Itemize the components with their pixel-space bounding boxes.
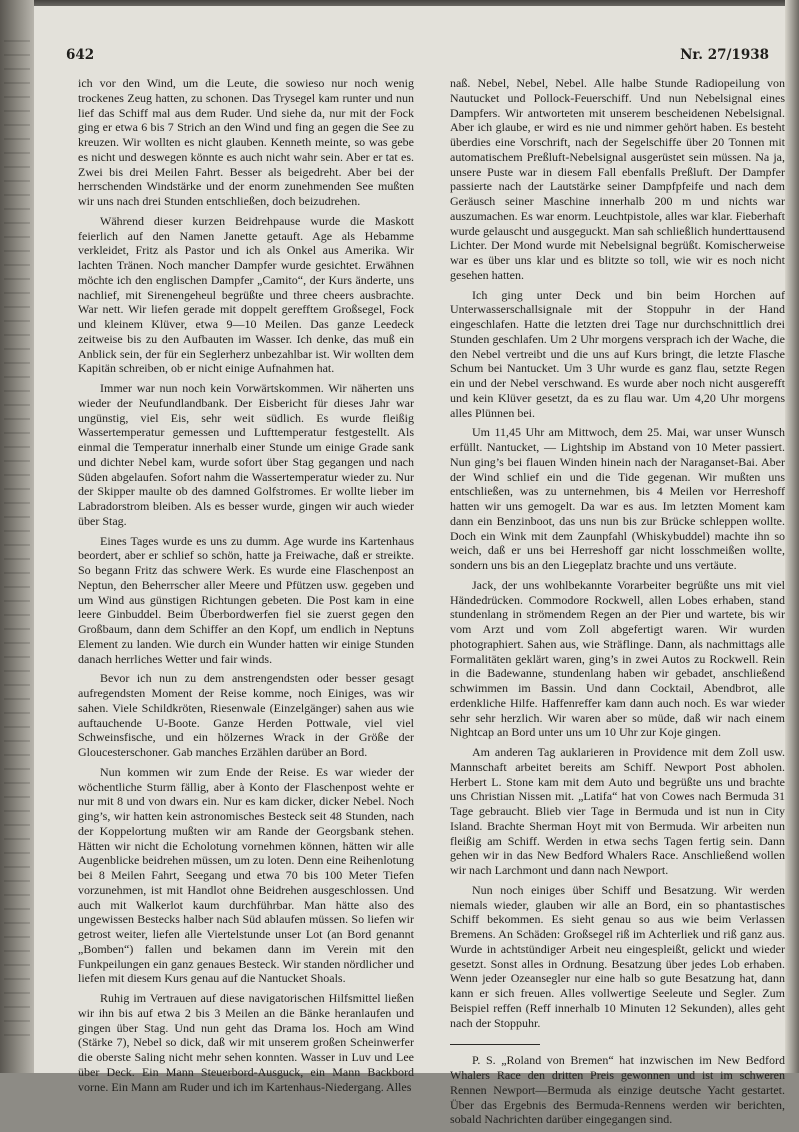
- previous-page-text-fringe: [4, 40, 30, 1040]
- paragraph: Jack, der uns wohlbekannte Vorarbeiter begrüßte uns mit viel Händedrücken. Commodore Rockwell, allen Lobes erhaben, stand stundenlang in strömendem Regen an der Pier und wartete, bis wir vom Arzt und vom Zoll abgefertigt waren. Wir wurden photographiert. Sahen aus, wie Sträflinge. Dann, als nachmittags alle Formalitäten geklärt waren, ging’s in zwei Autos zu Rockwell. Rein in die Badewanne, stundenlang haben wir gebadet, anschließend schwimmen im Bassin. Und dann Cocktail, Abendbrot, alle erdenkliche Hilfe. Haffenreffer kam dann auch noch. Es war wieder sehr sehr herzlich. Wir waren aber so müde, daß wir nach einem Nightcap an Bord unter uns um 10 Uhr zur Koje gingen.: [450, 577, 785, 740]
- paragraph: Eines Tages wurde es uns zu dumm. Age wurde ins Kartenhaus beordert, aber er schlief so schön, hatte ja Freiwache, daß er streikte. So begann Fritz das schwere Werk. Es wurde eine Flaschenpost an Neptun, den Beherrscher aller Meere und Pfützen usw. gegeben und um Wind aus günstigen Richtungen gebeten. Die Post kam in eine leere Ginbuddel. Beim Überbordwerfen fiel sie zuerst gegen den Großbaum, dann dem Schiffer an den Kopf, um endlich in Neptuns Element zu landen. Wie durch ein Wunder hatten wir einige Stunden danach herrliches Wetter und fair winds.: [78, 533, 414, 666]
- paragraph: Ich ging unter Deck und bin beim Horchen auf Unterwasserschallsignale mit der Stoppuhr in der Hand eingeschlafen. Hatte die letzten drei Tage nur durchschnittlich drei Stunden geschlafen. Um 2 Uhr morgens versprach ich der Wache, die den Nebel vertreibt und die uns auf Kurs bringt, die letzte Flasche Schum bei Nantucket. Um 3 Uhr wurde es ganz flau, setzte Regen ein und der Nebel verschwand. Es wurde aber noch nicht ausgerefft und kein Klüver gesetzt, da es zu flau war. Um 4,20 Uhr morgens alles Plünnen bei.: [450, 287, 785, 420]
- paragraph: Ruhig im Vertrauen auf diese navigatorischen Hilfsmittel ließen wir ihn bis auf etwa 2 bis 3 Meilen an die Bänke heranlaufen und gingen über Stag. Und nun geht das Drama los. Hoch am Wind (Stärke 7), Nebel so dick, daß wir mit unserem großen Scheinwerfer die oberste Saling nicht mehr sehen konnten. Wasser in Luv und Lee über Deck. Ein Mann Steuerbord-Ausguck, ein Mann Backbord vorne. Ein Mann am Ruder und ich im Kartenhaus-Niedergang. Alles: [78, 991, 414, 1094]
- issue-number: Nr. 27/1938: [680, 47, 769, 63]
- right-column: [450, 76, 785, 1132]
- postscript: P. S. „Roland von Bremen“ hat inzwischen im New Bedford Whalers Race den dritten Preis gewonnen und ist im schweren Rennen Newport—Bermuda als einzige deutsche Yacht gestartet. Über das Ergebnis des Bermuda-Rennens werden wir berichten, sobald Nachrichten darüber eingegangen sind.: [450, 1053, 785, 1127]
- paragraph: Am anderen Tag auklarieren in Providence mit dem Zoll usw. Mannschaft arbeitet bereits am Schiff. Newport Post abholen. Herbert L. Stone kam mit dem Auto und begrüßte uns und brachte uns Christian Nissen mit. „Latifa“ hat von Cowes nach Bermuda 31 Tage gebraucht. Blieb vier Tage in Bermuda und ist nun in City Island. Brachte Sherman Hoyt mit von Bermuda. Wir arbeiten nun fleißig am Schiff. Werden in etwa sechs Tagen fertig sein. Dann gehen wir in das New Bedford Whalers Race. Anschließend wollen wir nach Larchmont und dann nach Newport.: [450, 745, 785, 877]
- paragraph: Während dieser kurzen Beidrehpause wurde die Maskott feierlich auf den Namen Janette getauft. Age als Hebamme verkleidet, Fritz als Pastor und ich als Onkel aus Amerika. Wir lachten Tränen. Noch mancher Dampfer wurde gesichtet. Erwähnen möchte ich den englischen Dampfer „Camito“, der Kurs änderte, uns nachlief, mit Sirenengeheul begrüßte und three cheers ausbrachte. War nett. Wir liefen gerade mit doppelt gerefftem Großsegel, Fock und kleinem Klüver, etwa 9—10 Meilen. Das ganze Leedeck zeitweise bis zu den Aufbauten im Wasser. Ich denke, das muß ein Anblick sein, der für ein Seglerherz unbezahlbar ist. Wir wollten dem Kapitän schreiben, ob er nicht einige Aufnahmen hat.: [78, 213, 414, 376]
- paragraph: Nun kommen wir zum Ende der Reise. Es war wieder der wöchentliche Sturm fällig, aber à Konto der Flaschenpost wehte er nur mit 8 und von dwars ein. Nur es kam dicker, dicker Nebel. Noch ging’s, wir hatten kein astronomisches Besteck seit 48 Stunden, nach der Koppelortung mußten wir am Rande der Georgsbank stehen. Hätten wir nicht die Echolotung vornehmen können, hätten wir alle Augenblicke beidrehen müssen, um zu loten. Denn eine Reihenlotung bei 8 Meilen Fahrt, Seegang und etwa 70 bis 100 Meter Tiefen vorzunehmen, ist mit Handlot ohne Beidrehen ausgeschlossen. Und auch mit Walkerlot kaum durchführbar. Man hätte also des ungewissen Bestecks halber nach Süd ablaufen müssen. So liefen wir getrost weiter, liefen alle Viertelstunde unser Lot (an Bord genannt „Bomben“) fallen und bekamen dann im Verein mit den Funkpeilungen ein ganz genaues Besteck. Wir standen nördlicher und liefen mit diesem Kurs genau auf die Nantucket Shoals.: [78, 764, 414, 986]
- paragraph: naß. Nebel, Nebel, Nebel. Alle halbe Stunde Radiopeilung von Nautucket und Pollock-Feuerschiff. Und nun Nebelsignal eines Dampfers. Wir antworteten mit unserem bescheidenen Nebelsignal. Aber ich glaube, er wird es nie und nimmer gehört haben. Es besteht überdies eine Vorschrift, nach der Segelschiffe über 20 Tonnen mit automatischem Preßluft-Nebelsignal ausgerüstet sein müssen. Na ja, unsere Puste war in diesem Fall ebenfalls Preßluft. Der Dampfer passierte nach der Lautstärke seiner Dampfpfeife und nach dem Geräusch seiner Maschine innerhalb 200 m und nichts war auszumachen. Es war enorm. Leuchtpistole, alles war klar. Fieberhaft wurde gelauscht und ausgeguckt. Man sah schließlich hunderttausend Lichter. Der Mond wurde mit Nebelsignal begrüßt. Komischerweise war es über uns klar und es blitzte so toll, wie wir es noch nicht gesehen hatten.: [450, 76, 785, 282]
- paragraph: ich vor den Wind, um die Leute, die sowieso nur noch wenig trockenes Zeug hatten, zu schonen. Das Trysegel kam runter und nun lief das Schiff mal aus dem Ruder. Und siehe da, nur mit der Fock ging er etwa 6 bis 7 Strich an den Wind und fing an gegen die See zu kreuzen. Wir wollten es nicht glauben. Kenneth meinte, so was gebe es nicht und deswegen könnte es auch nicht wahr sein. Aber er tat es. Zwei bis drei Meilen Fahrt. Besser als beigedreht. Aber bei der herrschenden Windstärke und der enorm zunehmenden See mußten wir uns nach drei Stunden entschließen, doch beizudrehen.: [78, 76, 414, 208]
- left-column: [78, 76, 414, 1099]
- paragraph: Um 11,45 Uhr am Mittwoch, dem 25. Mai, war unser Wunsch erfüllt. Nantucket, — Lightship im Abstand von 10 Meter passiert. Nun ging’s bei flauen Winden hinein nach der Naraganset-Bai. Aber der Wind schlief ein und die Tide gegenan. Wir mußten uns entschließen, was zu unternehmen, bis 4 Meilen vor Herreshoff hatten wir uns gemogelt. Da war es aus. Im letzten Moment kam dann ein Benzinboot, das uns nun bis zur Brücke schleppen wollte. Doch ein Wink mit dem Zaunpfahl (Whiskybuddel) machte ihn so weich, daß er uns bei Herreshoff gar nicht losschmeißen wollte, sondern uns bis an den Liegeplatz brachte und uns vertäute.: [450, 425, 785, 572]
- postscript-rule: [450, 1044, 540, 1045]
- page-number: 642: [66, 47, 95, 63]
- page-header: [66, 47, 769, 67]
- paragraph: Immer war nun noch kein Vorwärtskommen. Wir näherten uns wieder der Neufundlandbank. Der Eisbericht für dieses Jahr war ungünstig, viel Eis, sehr weit südlich. Es wurde fleißig Wassertemperatur gemessen und Lufttemperatur festgestellt. Als einmal die Temperatur innerhalb einer Stunde um einige Grade sank und dichter Nebel kam, wurde sofort über Stag gegangen und nach Süden abgelaufen. Sofort nahm die Wassertemperatur wieder zu. Nur der Skipper maulte ob des damned Golfstromes. Er wollte lieber im Labradorstrom bleiben. Als es besser wurde, gingen wir auch wieder über Stag.: [78, 381, 414, 528]
- paragraph: Nun noch einiges über Schiff und Besatzung. Wir werden niemals wieder, glauben wir alle an Bord, ein so phantastisches Schiff bekommen. Es sieht genau so aus wie beim Verlassen Bremens. An Schäden: Großsegel riß im Achterliek und riß ganz aus. Wurde in achtstündiger Arbeit neu eingespleißt, gelickt und wieder gesetzt. Sonst alles in Ordnung. Besatzung über jedes Lob erhaben. Wenn jeder Ozeansegler nur eine halb so gute Besatzung hat, dann kann er sich freuen. Alles vollwertige Seeleute und Segler. Zum Beispiel reffen (Reff innerhalb 10 Minuten 12 Sekunden), alles geht nach der Stoppuhr.: [450, 882, 785, 1030]
- page-right-edge: [785, 0, 799, 1073]
- paragraph: Bevor ich nun zu dem anstrengendsten oder besser gesagt aufregendsten Moment der Reise komme, noch Einiges, was wir sahen. Viele Schildkröten, Riesenwale (Einzelgänger) sahen aus wie auftauchende U-Boote. Ganze Herden Pottwale, viel viel Schweinsfische, und ein hölzernes Wrack in der Größe der Gloucesterschoner. Gab manches Erzählen darüber an Bord.: [78, 671, 414, 759]
